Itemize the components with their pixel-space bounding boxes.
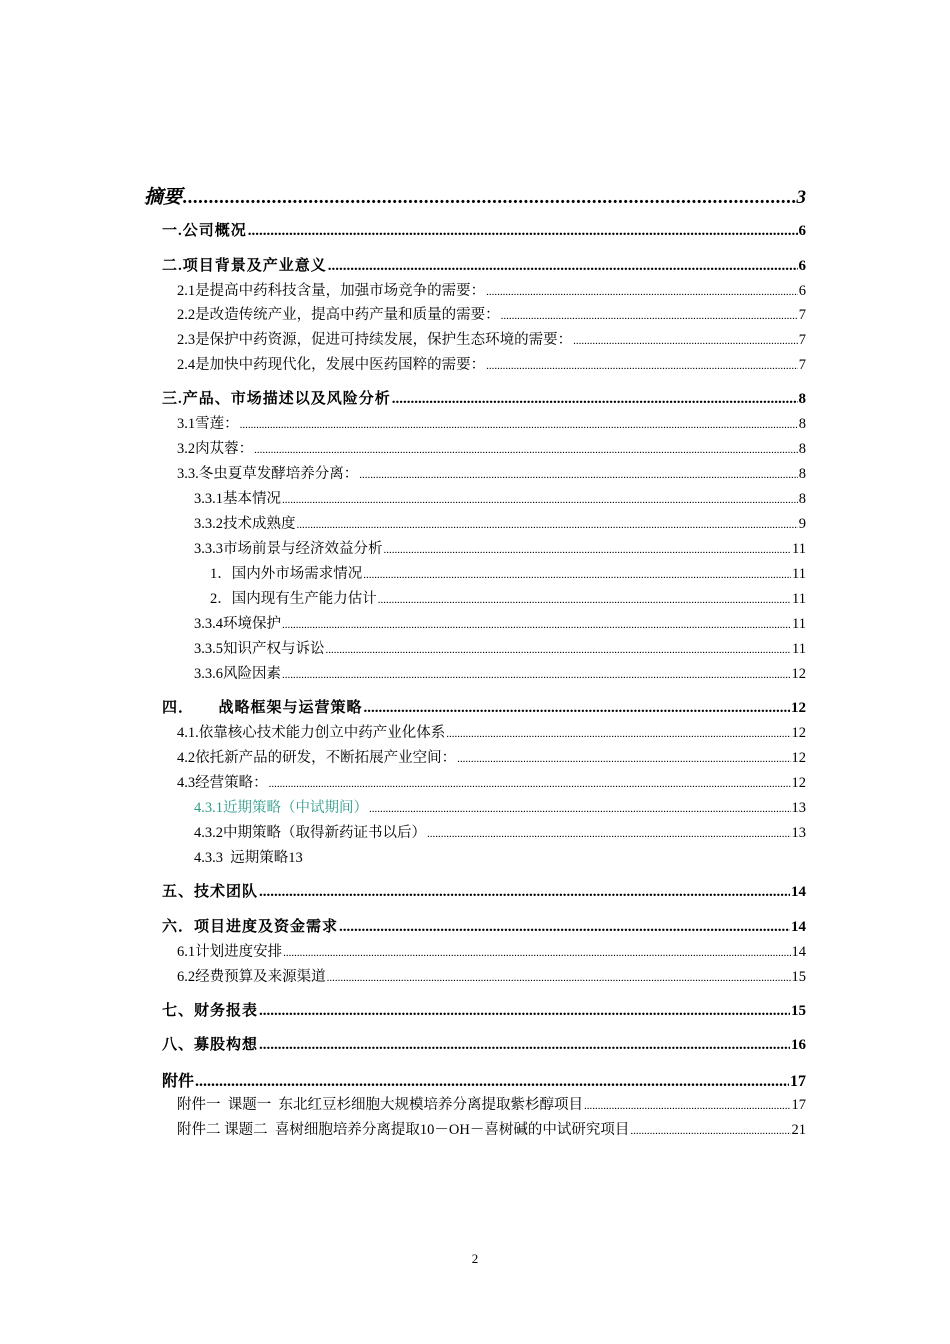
dot-leader (259, 884, 790, 901)
toc-entry-title: 七、财务报表 (162, 1003, 259, 1019)
toc-entry-title: 3.3.4环境保护 (194, 616, 281, 632)
toc-entry-page: 12 (791, 775, 806, 791)
dot-leader (195, 1073, 789, 1091)
toc-entry-3-3-3[interactable] (194, 537, 806, 558)
toc-entry-title: 3.3.5知识产权与诉讼 (194, 641, 325, 657)
toc-entry-page: 11 (792, 641, 806, 657)
toc-entry-title: 四． 战略框架与运营策略 (162, 700, 363, 716)
toc-entry-chapter-5[interactable] (162, 880, 806, 901)
toc-entry-3-3-3-1[interactable] (210, 562, 806, 583)
toc-entry-page: 12 (791, 725, 806, 741)
dot-leader (573, 335, 798, 347)
toc-entry-title: 3.3.6风险因素 (194, 666, 281, 682)
toc-entry-3-3[interactable] (177, 462, 806, 483)
toc-entry-3-3-2[interactable] (194, 512, 806, 533)
dot-leader (630, 1125, 790, 1137)
toc-entry-chapter-6[interactable] (162, 915, 806, 936)
dot-leader (501, 310, 798, 322)
toc-entry-title: 2.2是改造传统产业，提高中药产量和质量的需要： (177, 307, 500, 323)
toc-entry-page: 15 (791, 969, 806, 985)
toc-entry-3-1[interactable] (177, 412, 806, 433)
toc-entry-page: 7 (798, 307, 806, 323)
toc-entry-page: 15 (791, 1003, 806, 1019)
toc-entry-abstract[interactable] (144, 182, 806, 209)
dot-leader (392, 391, 798, 408)
toc-entry-appendix[interactable] (162, 1068, 806, 1091)
toc-entry-page: 14 (791, 884, 806, 900)
toc-entry-page: 7 (798, 332, 806, 348)
toc-entry-title: 2.4是加快中药现代化，发展中医药国粹的需要： (177, 357, 486, 373)
toc-entry-page: 6 (798, 283, 806, 299)
dot-leader (364, 700, 790, 717)
toc-entry-page: 6 (798, 223, 806, 239)
toc-entry-title: 3.3.3市场前景与经济效益分析 (194, 541, 383, 557)
dot-leader (282, 494, 798, 506)
toc-entry-2-3[interactable] (177, 328, 806, 349)
toc-entry-title: 3.3.2技术成熟度 (194, 516, 296, 532)
toc-entry-title: 3.3.1基本情况 (194, 491, 281, 507)
toc-entry-4-2[interactable] (177, 746, 806, 767)
toc-entry-page: 17 (790, 1073, 806, 1090)
toc-entry-title: 附件一 课题一 东北红豆杉细胞大规模培养分离提取紫杉醇项目 (177, 1097, 583, 1113)
toc-entry-page: 8 (798, 466, 806, 482)
toc-entry-page: 12 (791, 700, 806, 716)
toc-entry-page: 17 (791, 1097, 806, 1113)
toc-entry-page: 8 (798, 441, 806, 457)
dot-leader (282, 619, 791, 631)
dot-leader (363, 569, 791, 581)
toc-entry-page: 11 (792, 566, 806, 582)
toc-entry-title: 摘要 (144, 187, 183, 208)
dot-leader (327, 972, 791, 984)
toc-entry-title: 4.1.依靠核心技术能力创立中药产业化体系 (177, 725, 446, 741)
dot-leader (427, 828, 791, 840)
toc-entry-title: 4.3.2中期策略（取得新药证书以后） (194, 825, 426, 841)
toc-entry-appendix-1[interactable] (177, 1093, 806, 1114)
dot-leader (254, 444, 798, 456)
toc-entry-3-2[interactable] (177, 437, 806, 458)
toc-entry-page: 14 (791, 919, 806, 935)
toc-entry-title: 三.产品、市场描述以及风险分析 (162, 391, 391, 407)
toc-entry-title: 附件二 课题二 喜树细胞培养分离提取10－OH－喜树碱的中试研究项目 (177, 1122, 630, 1138)
toc-entry-appendix-2[interactable] (177, 1118, 806, 1139)
toc-entry-page: 6 (798, 258, 806, 274)
dot-leader (446, 728, 790, 740)
dot-leader (248, 223, 798, 240)
dot-leader (259, 1037, 790, 1054)
toc-entry-page: 11 (792, 616, 806, 632)
dot-leader (384, 544, 792, 556)
toc-entry-4-3[interactable] (177, 771, 806, 792)
toc-entry-page: 11 (792, 541, 806, 557)
toc-entry-page: 8 (798, 416, 806, 432)
toc-entry-title: 4.2依托新产品的研发，不断拓展产业空间： (177, 750, 457, 766)
dot-leader (240, 419, 798, 431)
toc-entry-page: 13 (791, 825, 806, 841)
toc-entry-page: 13 (791, 800, 806, 816)
toc-entry-page: 12 (791, 750, 806, 766)
toc-entry-page: 21 (791, 1122, 806, 1138)
toc-entry-page: 3 (796, 187, 806, 208)
toc-entry-chapter-3[interactable] (162, 387, 806, 408)
dot-leader (584, 1100, 791, 1112)
toc-entry-title: 6.1计划进度安排 (177, 944, 283, 960)
dot-leader (282, 669, 791, 681)
dot-leader (283, 947, 790, 959)
toc-entry-4-1[interactable] (177, 721, 806, 742)
toc-entry-page: 8 (798, 491, 806, 507)
dot-leader (359, 469, 798, 481)
dot-leader (486, 286, 798, 298)
toc-entry-3-3-3-2[interactable] (210, 587, 806, 608)
toc-entry-title: 六．项目进度及资金需求 (162, 919, 339, 935)
toc-entry-title: 五、技术团队 (162, 884, 259, 900)
toc-entry-2-1[interactable] (177, 279, 806, 300)
toc-entry-title: 4.3.3 远期策略13 (194, 850, 303, 866)
toc-entry-6-2[interactable] (177, 965, 806, 986)
toc-entry-title: 一.公司概况 (162, 223, 247, 239)
toc-entry-title: 2．国内现有生产能力估计 (210, 591, 377, 607)
dot-leader (297, 519, 798, 531)
toc-entry-3-3-6[interactable] (194, 662, 806, 683)
toc-entry-page: 11 (792, 591, 806, 607)
dot-leader (328, 258, 798, 275)
toc-entry-page: 12 (791, 666, 806, 682)
toc-entry-page: 16 (791, 1037, 806, 1053)
toc-entry-4-3-1[interactable] (194, 796, 806, 817)
dot-leader (183, 187, 795, 209)
toc-entry-2-4[interactable] (177, 353, 806, 374)
toc-entry-title: 2.3是保护中药资源，促进可持续发展，保护生态环境的需要： (177, 332, 573, 348)
toc-entry-title: 4.3经营策略： (177, 775, 268, 791)
toc-entry-4-3-3[interactable] (194, 846, 806, 867)
toc-entry-page: 7 (798, 357, 806, 373)
toc-entry-chapter-4[interactable] (162, 696, 806, 717)
dot-leader (457, 753, 790, 765)
toc-entry-title: 附件 (162, 1073, 195, 1090)
dot-leader (259, 1003, 790, 1020)
toc-entry-4-3-2[interactable] (194, 821, 806, 842)
toc-entry-title: 3.3.冬虫夏草发酵培养分离： (177, 466, 359, 482)
dot-leader (326, 644, 792, 656)
toc-entry-3-3-1[interactable] (194, 487, 806, 508)
toc-entry-title: 3.1雪莲： (177, 416, 239, 432)
dot-leader (369, 803, 791, 815)
toc-entry-page: 8 (798, 391, 806, 407)
toc-entry-title: 1．国内外市场需求情况 (210, 566, 363, 582)
toc-entry-chapter-1[interactable] (162, 219, 806, 240)
page-number: 2 (471, 1251, 479, 1266)
dot-leader (269, 778, 791, 790)
toc-entry-title: 八、募股构想 (162, 1037, 259, 1053)
toc-entry-chapter-8[interactable] (162, 1033, 806, 1054)
toc-entry-3-3-4[interactable] (194, 612, 806, 633)
toc-entry-page: 14 (791, 944, 806, 960)
toc-entry-6-1[interactable] (177, 940, 806, 961)
toc-entry-title: 6.2经费预算及来源渠道 (177, 969, 326, 985)
toc-entry-title: 2.1是提高中药科技含量，加强市场竞争的需要： (177, 283, 486, 299)
toc-entry-chapter-2[interactable] (162, 254, 806, 275)
toc-entry-title: 二.项目背景及产业意义 (162, 258, 327, 274)
toc-entry-2-2[interactable] (177, 303, 806, 324)
toc-entry-title: 4.3.1近期策略（中试期间） (194, 800, 368, 816)
dot-leader (339, 919, 790, 936)
toc-entry-title: 3.2肉苁蓉： (177, 441, 254, 457)
toc-entry-chapter-7[interactable] (162, 999, 806, 1020)
toc-entry-3-3-5[interactable] (194, 637, 806, 658)
dot-leader (486, 360, 798, 372)
toc-entry-page: 9 (798, 516, 806, 532)
dot-leader (378, 594, 791, 606)
